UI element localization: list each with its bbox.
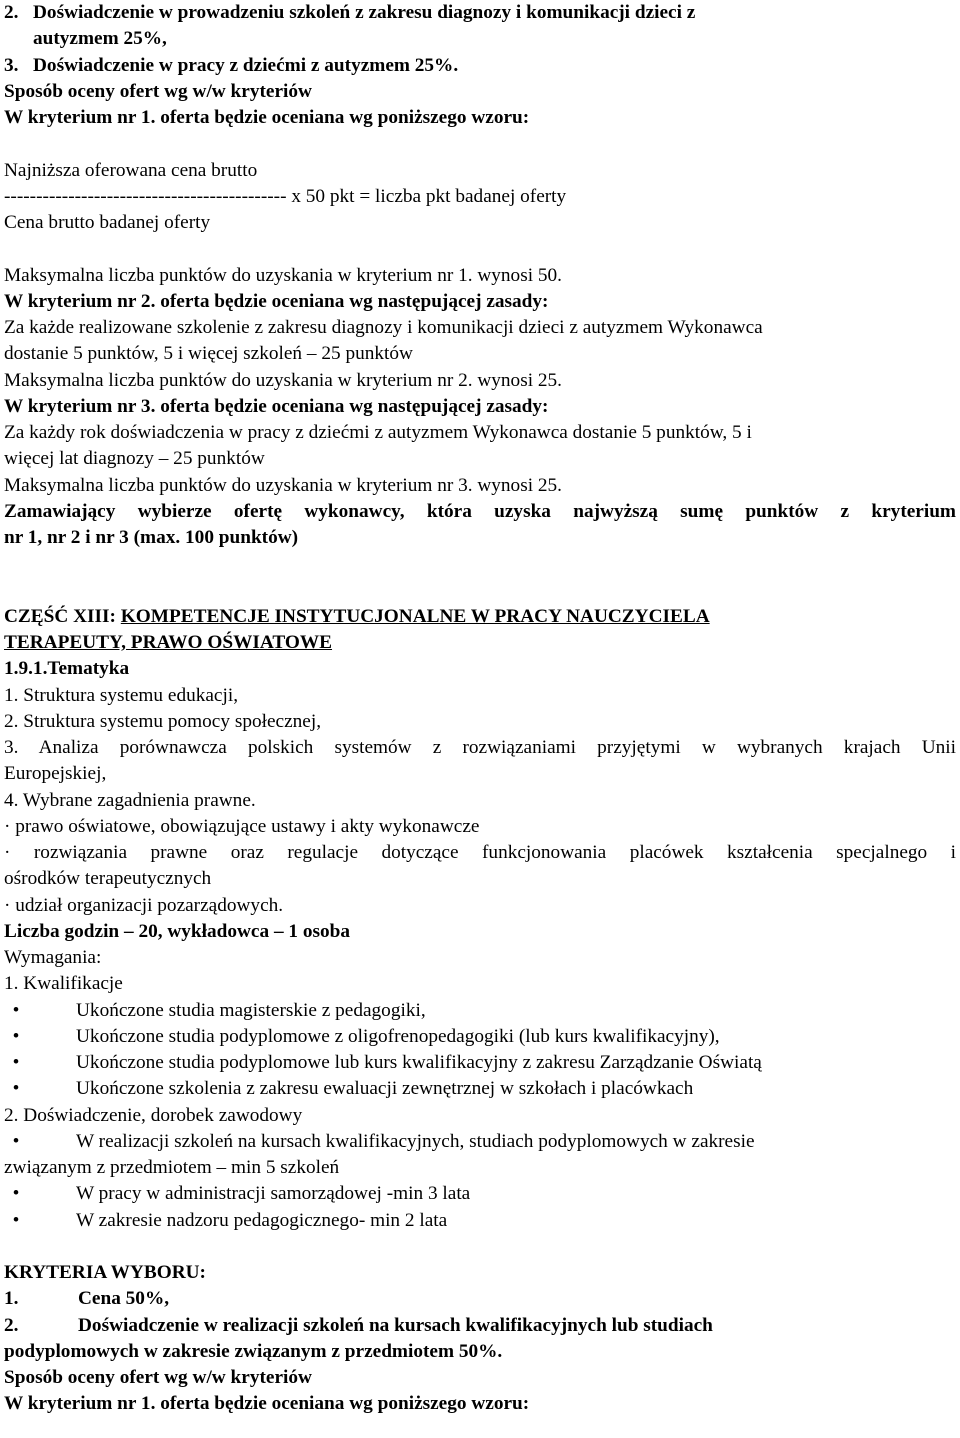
- topic-item: 1. Struktura systemu edukacji,: [4, 684, 239, 706]
- section-title-line-1: CZĘŚĆ XIII: KOMPETENCJE INSTYTUCJONALNE W PRACY NAUCZYCIELA: [4, 605, 710, 627]
- evaluation-method-2: Sposób oceny ofert wg w/w kryteriów: [4, 1367, 312, 1388]
- topic-item: Europejskiej,: [4, 763, 107, 785]
- criterion-2-line-1: 2. Doświadczenie w prowadzeniu szkoleń z zakresu diagnozy i komunikacji dzieci z: [4, 2, 696, 23]
- criterion-2-line-2: autyzmem 25%,: [33, 28, 167, 50]
- section-title-line-2: TERAPEUTY, PRAWO OŚWIATOWE: [4, 632, 333, 653]
- criteria-heading: KRYTERIA WYBORU:: [4, 1262, 206, 1283]
- bullet-icon: •: [12, 1209, 20, 1231]
- formula-numerator: Najniższa oferowana cena brutto: [4, 159, 258, 181]
- summary-line-1: Zamawiający wybierze ofertę wykonawcy, która uzyska najwyższą sumę punktów z kryterium: [4, 500, 956, 522]
- qualifications-heading: 1. Kwalifikacje: [4, 973, 123, 995]
- evaluation-method: Sposób oceny ofert wg w/w kryteriów: [4, 80, 312, 102]
- topic-item: 3. Analiza porównawcza polskich systemów z rozwiązaniami przyjętymi w wybranych krajach Unii: [4, 737, 956, 758]
- topic-item: 4. Wybrane zagadnienia prawne.: [4, 789, 256, 811]
- summary-line-2: nr 1, nr 2 i nr 3 (max. 100 punktów): [4, 527, 299, 548]
- list-item-continuation: związanym z przedmiotem – min 5 szkoleń: [4, 1157, 340, 1178]
- criterion-1-header-2: W kryterium nr 1. oferta będzie oceniana wg poniższego wzoru:: [4, 1393, 530, 1415]
- criterion-3-rule-line-2: więcej lat diagnozy – 25 punktów: [4, 448, 265, 470]
- list-item: • Ukończone studia magisterskie z pedagogiki,: [4, 998, 956, 1024]
- bullet-icon: •: [12, 1052, 20, 1073]
- criterion-2-max: Maksymalna liczba punktów do uzyskania w kryterium nr 2. wynosi 25.: [4, 369, 562, 391]
- formula-fraction-line: -------------------------------------------- x 50 pkt = liczba pkt badanej oferty: [4, 185, 567, 207]
- list-item: • W pracy w administracji samorządowej -min 3 lata: [4, 1181, 956, 1207]
- topic-item: · rozwiązania prawne oraz regulacje dotyczące funkcjonowania placówek kształcenia specjalnego i: [4, 842, 956, 863]
- topic-item: · prawo oświatowe, obowiązujące ustawy i akty wykonawcze: [4, 815, 480, 837]
- list-item: • Ukończone studia podyplomowe lub kurs kwalifikacyjny z zakresu Zarządzanie Oświatą: [4, 1050, 956, 1076]
- topic-heading: 1.9.1.Tematyka: [4, 658, 130, 680]
- criterion-2-header: W kryterium nr 2. oferta będzie oceniana wg następującej zasady:: [4, 290, 549, 312]
- criteria-item-2-line-2: podyplomowych w zakresie związanym z przedmiotem 50%.: [4, 1340, 503, 1362]
- criterion-1-max: Maksymalna liczba punktów do uzyskania w kryterium nr 1. wynosi 50.: [4, 264, 562, 286]
- document-page: [4, 0, 956, 1418]
- list-item: • Ukończone studia podyplomowe z oligofrenopedagogiki (lub kurs kwalifikacyjny),: [4, 1024, 956, 1050]
- formula-denominator: Cena brutto badanej oferty: [4, 212, 211, 233]
- experience-heading: 2. Doświadczenie, dorobek zawodowy: [4, 1104, 303, 1126]
- criterion-3: 3. Doświadczenie w pracy z dziećmi z autyzmem 25%.: [4, 54, 459, 76]
- bullet-icon: •: [12, 1130, 20, 1152]
- requirements-label: Wymagania:: [4, 947, 102, 968]
- criterion-1-header: W kryterium nr 1. oferta będzie oceniana wg poniższego wzoru:: [4, 107, 530, 128]
- topic-item: ośrodków terapeutycznych: [4, 868, 212, 890]
- hours-info: Liczba godzin – 20, wykładowca – 1 osoba: [4, 920, 351, 942]
- criterion-2-rule-line-1: Za każde realizowane szkolenie z zakresu diagnozy i komunikacji dzieci z autyzmem Wykonawca: [4, 317, 763, 338]
- bullet-icon: •: [12, 1078, 20, 1100]
- criterion-3-max: Maksymalna liczba punktów do uzyskania w kryterium nr 3. wynosi 25.: [4, 474, 562, 496]
- list-item: • W zakresie nadzoru pedagogicznego- min 2 lata: [4, 1208, 956, 1234]
- topic-item: 2. Struktura systemu pomocy społecznej,: [4, 710, 322, 732]
- topic-item: · udział organizacji pozarządowych.: [4, 894, 284, 916]
- list-item: • Ukończone szkolenia z zakresu ewaluacji zewnętrznej w szkołach i placówkach: [4, 1076, 956, 1102]
- bullet-icon: •: [12, 1025, 20, 1047]
- criterion-3-rule-line-1: Za każdy rok doświadczenia w pracy z dziećmi z autyzmem Wykonawca dostanie 5 punktów, 5 i: [4, 422, 752, 443]
- criterion-2-rule-line-2: dostanie 5 punktów, 5 i więcej szkoleń – 25 punktów: [4, 343, 413, 365]
- criterion-3-header: W kryterium nr 3. oferta będzie oceniana wg następującej zasady:: [4, 395, 549, 417]
- bullet-icon: •: [12, 999, 20, 1021]
- criteria-item-2-line-1: 2. Doświadczenie w realizacji szkoleń na kursach kwalifikacyjnych lub studiach: [4, 1314, 713, 1336]
- criteria-item-1: 1. Cena 50%,: [4, 1288, 170, 1310]
- list-item: • W realizacji szkoleń na kursach kwalifikacyjnych, studiach podyplomowych w zakresie: [4, 1129, 956, 1155]
- bullet-icon: •: [12, 1183, 20, 1205]
